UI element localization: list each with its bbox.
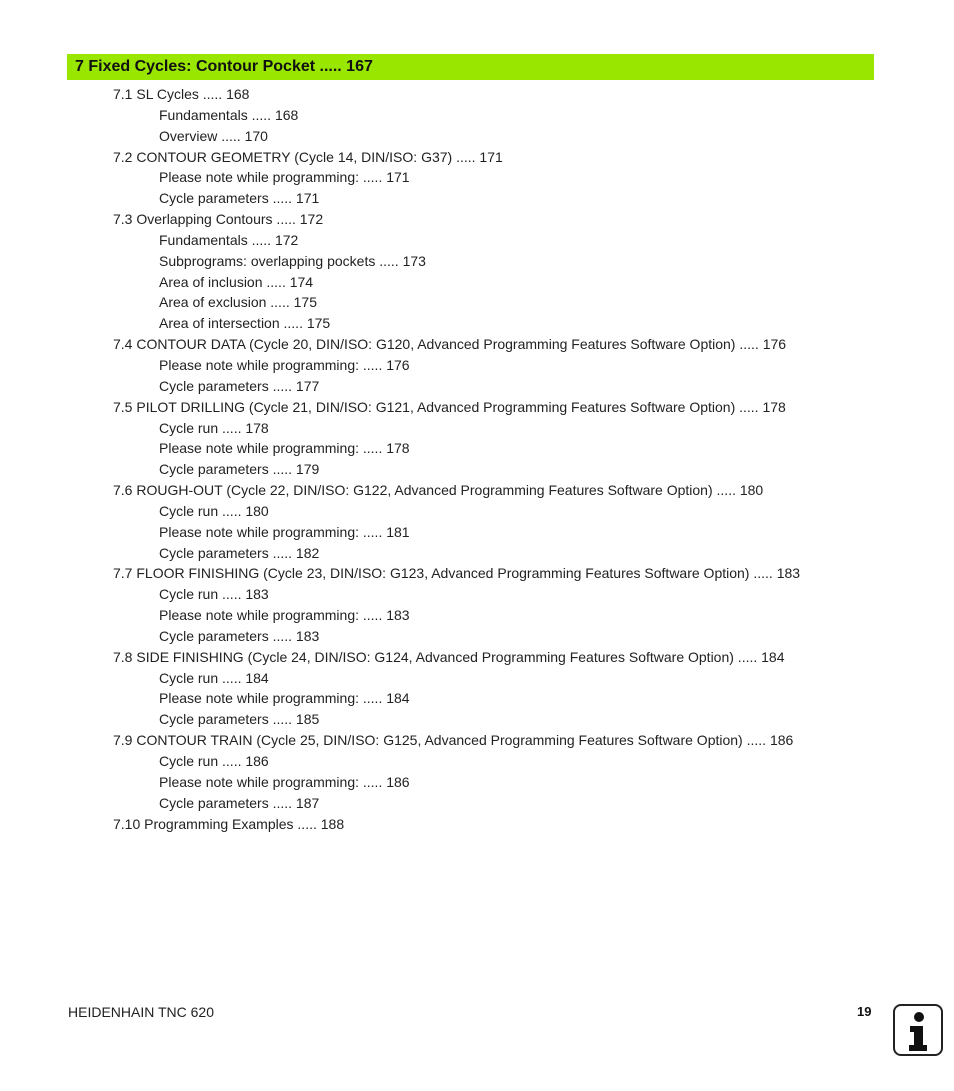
toc-section-entry[interactable]: 7.10 Programming Examples ..... 188 bbox=[113, 815, 345, 832]
toc-subsection-entry[interactable]: Area of exclusion ..... 175 bbox=[159, 294, 317, 311]
toc-subsection-entry[interactable]: Area of inclusion ..... 174 bbox=[159, 273, 314, 290]
toc-section-entry[interactable]: 7.9 CONTOUR TRAIN (Cycle 25, DIN/ISO: G125, Advanced Programming Features Software Option) ..... 186 bbox=[113, 732, 794, 749]
toc-subsection-entry[interactable]: Cycle parameters ..... 177 bbox=[159, 377, 320, 394]
toc-section-entry[interactable]: 7.7 FLOOR FINISHING (Cycle 23, DIN/ISO: G123, Advanced Programming Features Software Option) ..... 183 bbox=[113, 565, 801, 582]
info-icon bbox=[893, 1004, 943, 1056]
chapter-title[interactable]: 7 Fixed Cycles: Contour Pocket ..... 167 bbox=[75, 58, 373, 75]
toc-subsection-entry[interactable]: Overview ..... 170 bbox=[159, 127, 268, 144]
toc-subsection-entry[interactable]: Cycle parameters ..... 185 bbox=[159, 711, 320, 728]
toc-section-entry[interactable]: 7.6 ROUGH-OUT (Cycle 22, DIN/ISO: G122, Advanced Programming Features Software Option) ..... 180 bbox=[113, 482, 764, 499]
chapter-header bbox=[67, 54, 874, 80]
toc-subsection-entry[interactable]: Cycle run ..... 183 bbox=[159, 586, 269, 603]
toc-section-entry[interactable]: 7.3 Overlapping Contours ..... 172 bbox=[113, 211, 324, 228]
toc-subsection-entry[interactable]: Please note while programming: ..... 184 bbox=[159, 690, 410, 707]
toc-subsection-entry[interactable]: Please note while programming: ..... 176 bbox=[159, 356, 410, 373]
toc-subsection-entry[interactable]: Cycle run ..... 180 bbox=[159, 502, 269, 519]
toc-subsection-entry[interactable]: Please note while programming: ..... 186 bbox=[159, 773, 410, 790]
table-of-contents bbox=[0, 84, 954, 834]
toc-subsection-entry[interactable]: Please note while programming: ..... 183 bbox=[159, 607, 410, 624]
toc-subsection-entry[interactable]: Cycle run ..... 184 bbox=[159, 669, 269, 686]
info-icon-glyph bbox=[895, 1006, 941, 1054]
toc-section-entry[interactable]: 7.4 CONTOUR DATA (Cycle 20, DIN/ISO: G120, Advanced Programming Features Software Option) ..... 176 bbox=[113, 336, 787, 353]
toc-subsection-entry[interactable]: Cycle run ..... 178 bbox=[159, 419, 269, 436]
toc-section-entry[interactable]: 7.2 CONTOUR GEOMETRY (Cycle 14, DIN/ISO: G37) ..... 171 bbox=[113, 148, 503, 165]
toc-subsection-entry[interactable]: Cycle run ..... 186 bbox=[159, 753, 269, 769]
toc-subsection-entry[interactable]: Cycle parameters ..... 182 bbox=[159, 544, 320, 561]
footer-product-name: HEIDENHAIN TNC 620 bbox=[68, 1004, 215, 1020]
toc-subsection-entry[interactable]: Cycle parameters ..... 171 bbox=[159, 190, 320, 207]
toc-subsection-entry[interactable]: Please note while programming: ..... 178 bbox=[159, 440, 410, 457]
toc-subsection-entry[interactable]: Cycle parameters ..... 183 bbox=[159, 627, 320, 644]
toc-subsection-entry[interactable]: Cycle parameters ..... 187 bbox=[159, 794, 320, 811]
toc-subsection-entry[interactable]: Fundamentals ..... 168 bbox=[159, 106, 299, 123]
toc-subsection-entry[interactable]: Area of intersection ..... 175 bbox=[159, 315, 331, 332]
toc-subsection-entry[interactable]: Subprograms: overlapping pockets ..... 173 bbox=[159, 252, 426, 269]
toc-subsection-entry[interactable]: Cycle parameters ..... 179 bbox=[159, 461, 320, 478]
toc-subsection-entry[interactable]: Fundamentals ..... 172 bbox=[159, 231, 299, 248]
page-number: 19 bbox=[857, 1004, 872, 1019]
toc-subsection-entry[interactable]: Please note while programming: ..... 181 bbox=[159, 523, 410, 540]
toc-section-entry[interactable]: 7.5 PILOT DRILLING (Cycle 21, DIN/ISO: G121, Advanced Programming Features Software Option) ..... 178 bbox=[113, 398, 786, 415]
toc-subsection-entry[interactable]: Please note while programming: ..... 171 bbox=[159, 169, 410, 186]
toc-section-entry[interactable]: 7.1 SL Cycles ..... 168 bbox=[113, 86, 250, 102]
toc-section-entry[interactable]: 7.8 SIDE FINISHING (Cycle 24, DIN/ISO: G124, Advanced Programming Features Software Option) ..... 184 bbox=[113, 648, 785, 665]
